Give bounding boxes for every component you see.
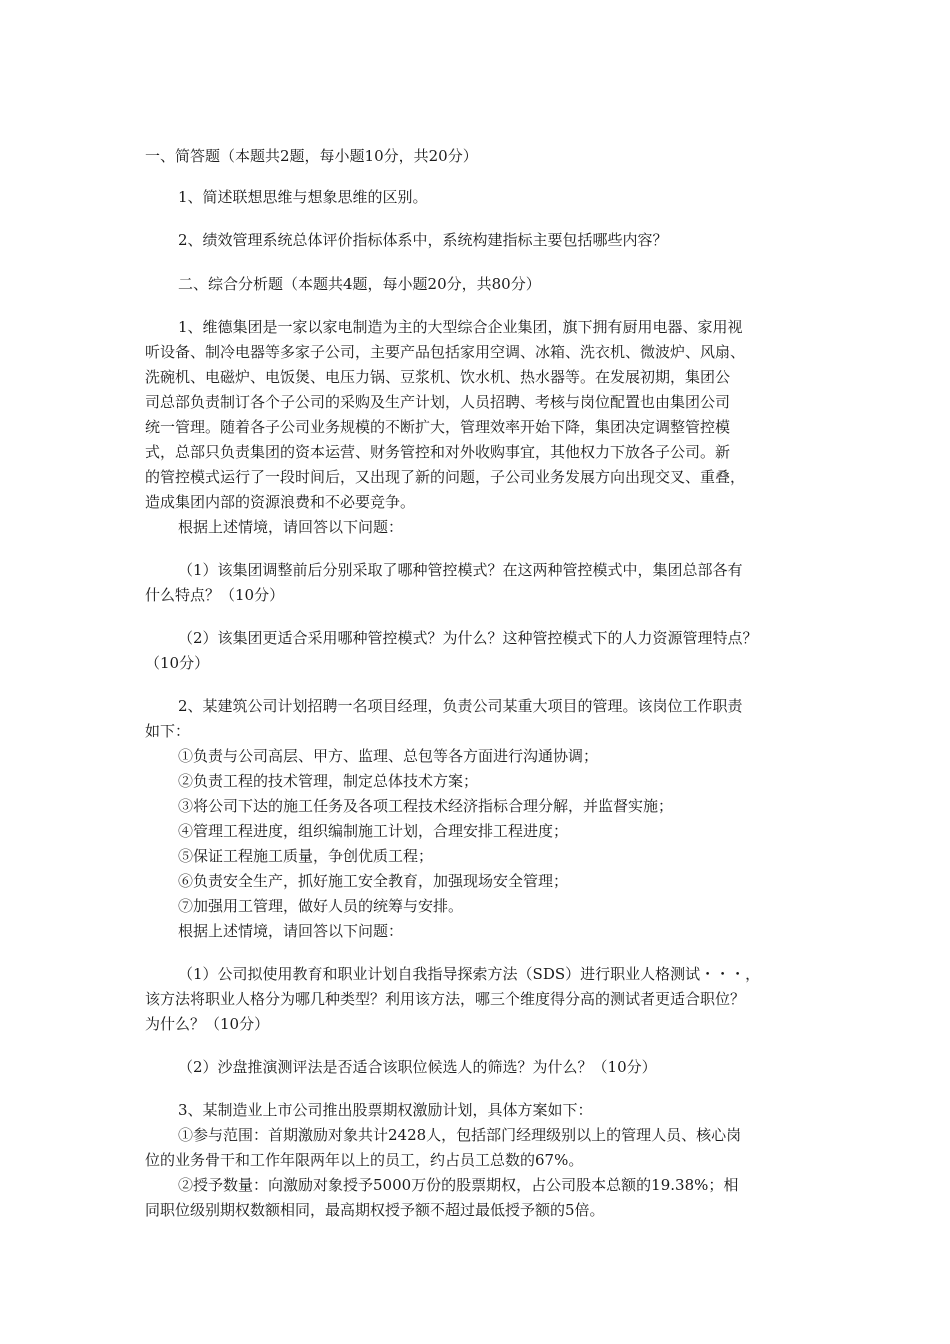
case-2-duty: ②负责工程的技术管理，制定总体技术方案；: [178, 772, 479, 790]
case-2-text: 如下：: [145, 722, 191, 740]
question-1-1: 1、简述联想思维与想象思维的区别。: [178, 188, 428, 206]
case-2-duty: ⑦加强用工管理，做好人员的统筹与安排。: [178, 897, 464, 915]
case-2-question-1: （1）公司拟使用教育和职业计划自我指导探索方法（SDS）进行职业人格测试・・・，: [178, 965, 761, 983]
case-1-prompt: 根据上述情境，请回答以下问题：: [178, 518, 404, 536]
case-1-text: 1、维德集团是一家以家电制造为主的大型综合企业集团，旗下拥有厨用电器、家用视: [178, 318, 743, 336]
case-3-text: 3、某制造业上市公司推出股票期权激励计划，具体方案如下：: [178, 1101, 593, 1119]
case-1-text: 司总部负责制订各个子公司的采购及生产计划，人员招聘、考核与岗位配置也由集团公司: [145, 393, 731, 411]
case-1-question-1: （1）该集团调整前后分别采取了哪种管控模式？在这两种管控模式中，集团总部各有: [178, 561, 743, 579]
case-2-question-1: 该方法将职业人格分为哪几种类型？利用该方法，哪三个维度得分高的测试者更适合职位？: [145, 990, 746, 1008]
question-1-2: 2、绩效管理系统总体评价指标体系中，系统构建指标主要包括哪些内容？: [178, 231, 668, 249]
case-1-question-2: （10分）: [145, 654, 210, 672]
case-1-text: 造成集团内部的资源浪费和不必要竞争。: [145, 493, 416, 511]
case-1-text: 的管控模式运行了一段时间后，又出现了新的问题，子公司业务发展方向出现交叉、重叠，: [145, 468, 746, 486]
case-1-text: 统一管理。随着各子公司业务规模的不断扩大，管理效率开始下降，集团决定调整管控模: [145, 418, 731, 436]
case-3-item: ②授予数量：向激励对象授予5000万份的股票期权，占公司股本总额的19.38%；相: [178, 1176, 739, 1194]
case-2-text: 2、某建筑公司计划招聘一名项目经理，负责公司某重大项目的管理。该岗位工作职责: [178, 697, 743, 715]
case-1-text: 式，总部只负责集团的资本运营、财务管控和对外收购事宜，其他权力下放各子公司。新: [145, 443, 731, 461]
case-2-duty: ④管理工程进度，组织编制施工计划，合理安排工程进度；: [178, 822, 569, 840]
case-2-question-2: （2）沙盘推演测评法是否适合该职位候选人的筛选？为什么？（10分）: [178, 1058, 657, 1076]
case-1-text: 洗碗机、电磁炉、电饭煲、电压力锅、豆浆机、饮水机、热水器等。在发展初期，集团公: [145, 368, 731, 386]
case-1-question-2: （2）该集团更适合采用哪种管控模式？为什么？这种管控模式下的人力资源管理特点？: [178, 629, 758, 647]
case-2-duty: ⑤保证工程施工质量，争创优质工程；: [178, 847, 434, 865]
case-2-question-1: 为什么？（10分）: [145, 1015, 270, 1033]
case-1-text: 听设备、制冷电器等多家子公司，主要产品包括家用空调、冰箱、洗衣机、微波炉、风扇、: [145, 343, 746, 361]
section-heading-short-answer: 一、简答题（本题共2题，每小题10分，共20分）: [145, 147, 478, 165]
case-2-duty: ①负责与公司高层、甲方、监理、总包等各方面进行沟通协调；: [178, 747, 599, 765]
case-1-question-1: 什么特点？（10分）: [145, 586, 285, 604]
case-2-duty: ③将公司下达的施工任务及各项工程技术经济指标合理分解，并监督实施；: [178, 797, 674, 815]
case-3-item: 位的业务骨干和工作年限两年以上的员工，约占员工总数的67%。: [145, 1151, 584, 1169]
case-3-item: 同职位级别期权数额相同，最高期权授予额不超过最低授予额的5倍。: [145, 1201, 605, 1219]
case-2-duty: ⑥负责安全生产，抓好施工安全教育，加强现场安全管理；: [178, 872, 569, 890]
case-3-item: ①参与范围：首期激励对象共计2428人，包括部门经理级别以上的管理人员、核心岗: [178, 1126, 742, 1144]
case-2-prompt: 根据上述情境，请回答以下问题：: [178, 922, 404, 940]
section-heading-analysis: 二、综合分析题（本题共4题，每小题20分，共80分）: [178, 275, 541, 293]
